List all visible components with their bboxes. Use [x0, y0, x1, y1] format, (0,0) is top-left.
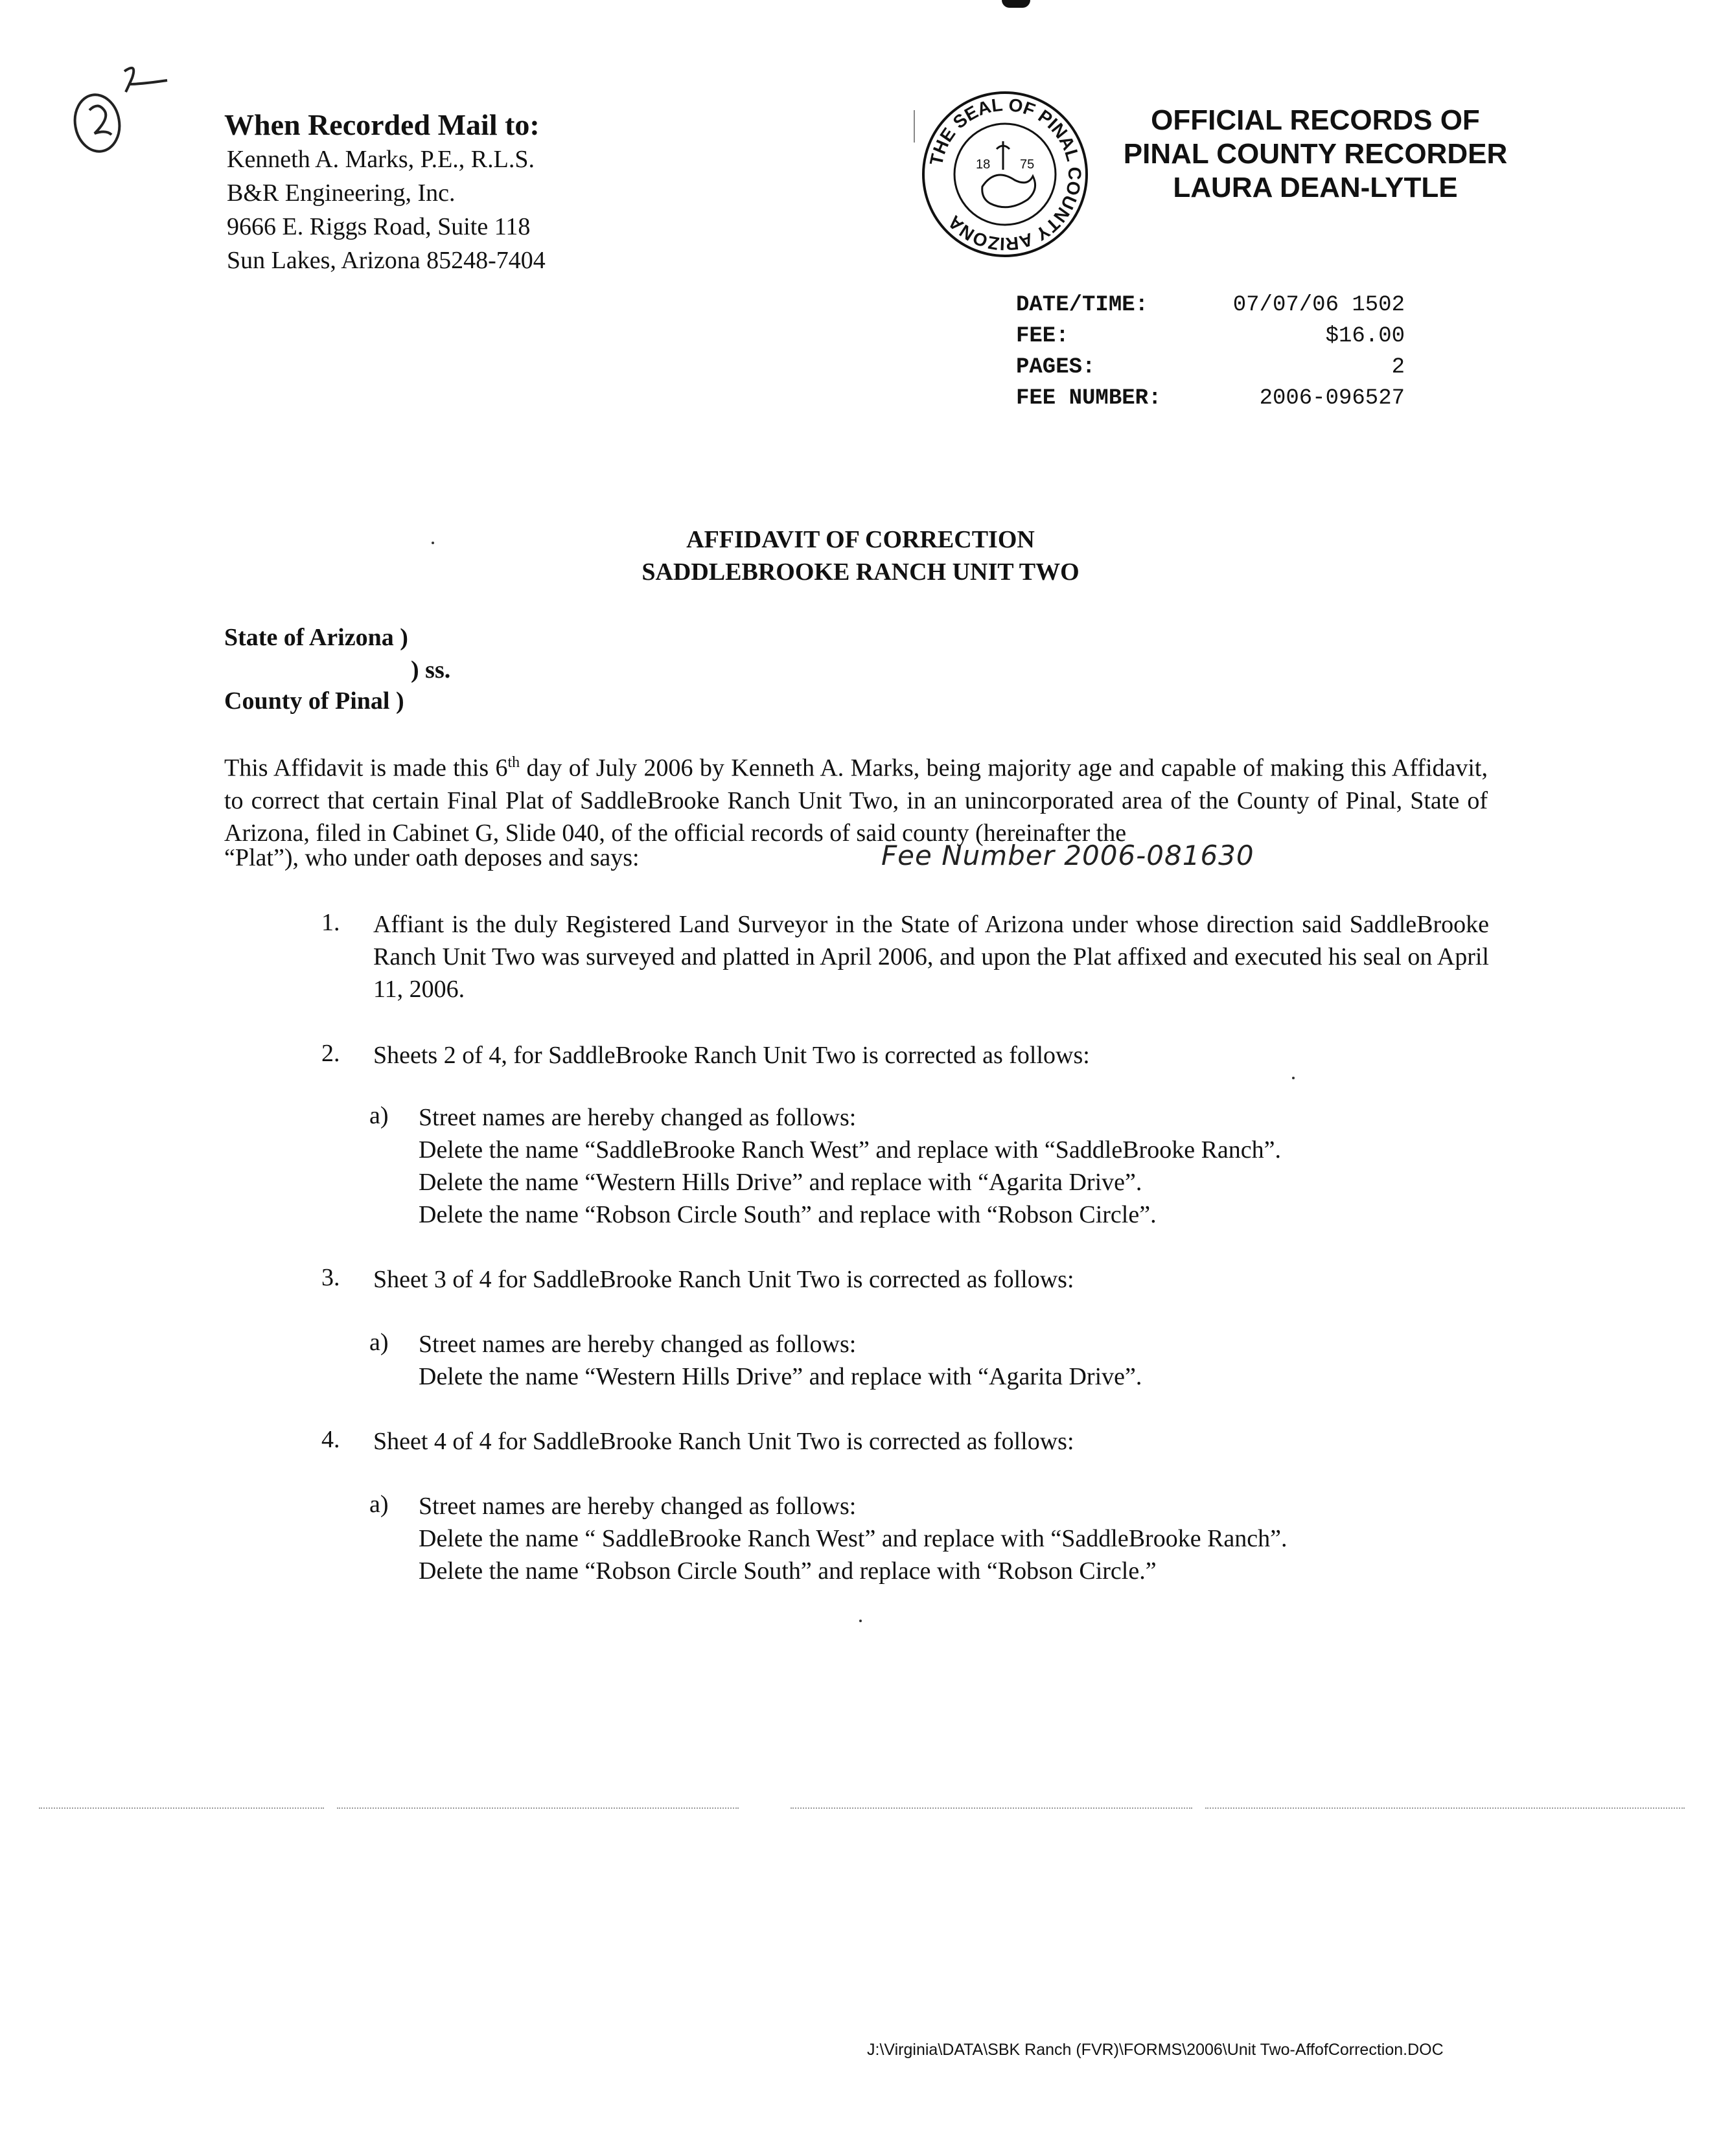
official-line: PINAL COUNTY RECORDER [1123, 138, 1508, 170]
scan-dotted-line [39, 1807, 324, 1810]
county-seal [920, 89, 1090, 259]
official-line: OFFICIAL RECORDS OF [1151, 104, 1480, 136]
scan-speck [859, 1620, 862, 1622]
official-line: LAURA DEAN-LYTLE [1173, 172, 1458, 203]
fee-number-label: FEE NUMBER: [1016, 386, 1162, 411]
sub-item-letter: a) [369, 1329, 389, 1356]
sub-item-line: Delete the name “ SaddleBrooke Ranch West” and replace with “SaddleBrooke Ranch”. [419, 1525, 1288, 1552]
scan-dotted-line [337, 1807, 739, 1810]
fee-label: FEE: [1016, 324, 1069, 349]
handwritten-fee-note: Fee Number 2006-081630 [881, 840, 1254, 871]
recording-pages-row [1016, 355, 1405, 380]
item-number: 4. [321, 1426, 340, 1453]
footer-file-path: J:\Virginia\DATA\SBK Ranch (FVR)\FORMS\2006\Unit Two-AffofCorrection.DOC [867, 2041, 1444, 2059]
pages-value: 2 [1391, 355, 1405, 380]
item-number: 3. [321, 1264, 340, 1291]
item-number: 2. [321, 1040, 340, 1067]
intro-last-line: “Plat”), who under oath deposes and says: [224, 844, 640, 871]
item-text: Sheet 4 of 4 for SaddleBrooke Ranch Unit Two is corrected as follows: [373, 1428, 1074, 1455]
sub-item-line: Street names are hereby changed as follows: [419, 1331, 857, 1358]
item-text: Sheet 3 of 4 for SaddleBrooke Ranch Unit Two is corrected as follows: [373, 1266, 1074, 1293]
scan-dotted-line [791, 1807, 1192, 1810]
mail-to-line: Sun Lakes, Arizona 85248-7404 [227, 247, 546, 274]
seal-ring-text: THE SEAL OF PINAL COUNTY ARIZONA [925, 94, 1085, 255]
date-label: DATE/TIME: [1016, 293, 1149, 317]
sub-item-line: Delete the name “Robson Circle South” and replace with “Robson Circle.” [419, 1557, 1157, 1585]
mail-to-line: B&R Engineering, Inc. [227, 179, 456, 207]
scan-artifact [1002, 0, 1030, 8]
venue-county: County of Pinal ) [224, 687, 404, 715]
sub-item-line: Street names are hereby changed as follows: [419, 1493, 857, 1520]
recording-date-row [1016, 293, 1405, 317]
fee-number-value: 2006-096527 [1259, 386, 1405, 411]
intro-pre: This Affidavit is made this 6 [224, 754, 508, 782]
date-value: 07/07/06 1502 [1232, 293, 1405, 317]
sub-item-line: Delete the name “Western Hills Drive” and replace with “Agarita Drive”. [419, 1363, 1142, 1390]
mail-to-line: Kenneth A. Marks, P.E., R.L.S. [227, 146, 535, 173]
fee-value: $16.00 [1325, 324, 1405, 349]
sub-item-letter: a) [369, 1491, 389, 1518]
svg-text:THE SEAL OF PINAL COUNTY ARIZO [926, 95, 1085, 255]
sub-item-line: Delete the name “Western Hills Drive” and replace with “Agarita Drive”. [419, 1169, 1142, 1196]
item-text: Sheets 2 of 4, for SaddleBrooke Ranch Unit Two is corrected as follows: [373, 1042, 1090, 1069]
intro-body: day of July 2006 by Kenneth A. Marks, being majority age and capable of making this Affidavit, to correct that certain Final Plat of SaddleBrooke Ranch Unit Two, in an unincorporated area of the County of Pinal, State of Arizona, filed in Cabinet G, Slide 040, of the official records of said county (hereinafter the [224, 754, 1488, 847]
official-records-header [1095, 104, 1536, 205]
mail-to-title: When Recorded Mail to: [224, 108, 540, 141]
scan-mark [914, 110, 915, 143]
scan-speck [432, 542, 434, 544]
seal-year-right: 75 [1020, 157, 1035, 172]
item-text: Affiant is the duly Registered Land Surveyor in the State of Arizona under whose direction said SaddleBrooke Ranch Unit Two was surveyed and platted in April 2006, and upon the Plat affixed and executed his seal on April 11, 2006. [373, 911, 1489, 1003]
item-number: 1. [321, 909, 340, 936]
recording-fee-number-row [1016, 386, 1405, 411]
recording-fee-row [1016, 324, 1405, 349]
sub-item-line: Delete the name “SaddleBrooke Ranch West” and replace with “SaddleBrooke Ranch”. [419, 1136, 1282, 1164]
intro-sup: th [507, 754, 520, 771]
sub-item-letter: a) [369, 1102, 389, 1129]
scan-speck [1292, 1077, 1295, 1079]
venue-ss: ) ss. [411, 656, 451, 683]
mail-to-line: 9666 E. Riggs Road, Suite 118 [227, 213, 531, 240]
pages-label: PAGES: [1016, 355, 1096, 380]
document-title: AFFIDAVIT OF CORRECTION [686, 526, 1035, 553]
sub-item-line: Delete the name “Robson Circle South” and replace with “Robson Circle”. [419, 1201, 1157, 1228]
intro-paragraph [224, 746, 1488, 849]
venue-state: State of Arizona ) [224, 624, 408, 651]
document-subtitle: SADDLEBROOKE RANCH UNIT TWO [641, 558, 1080, 586]
sub-item-line: Street names are hereby changed as follows: [419, 1104, 857, 1131]
scan-dotted-line [1205, 1807, 1685, 1810]
seal-year-left: 18 [976, 157, 991, 172]
handwritten-circled-mark [65, 58, 175, 168]
